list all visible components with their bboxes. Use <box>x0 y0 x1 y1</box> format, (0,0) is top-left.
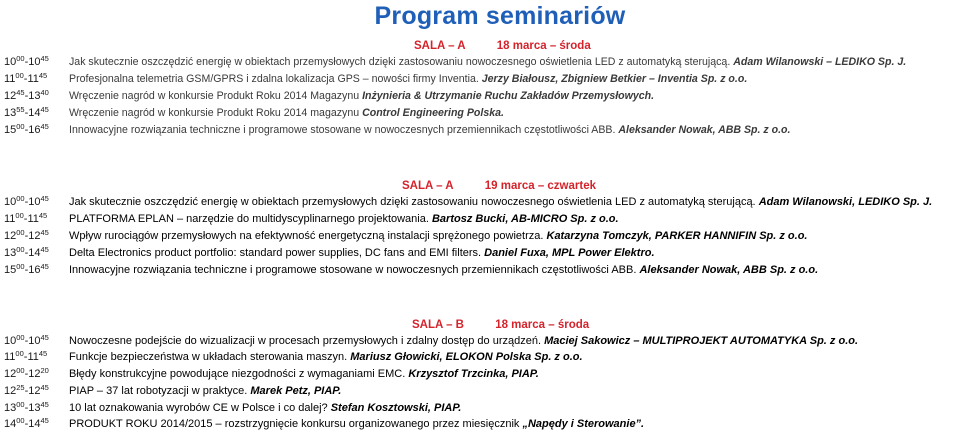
time-range: $10^{00}-10^{45}$ <box>4 194 49 208</box>
section-date: 18 marca – środa <box>496 40 591 52</box>
speaker: Stefan Kosztowski, PIAP. <box>330 402 462 414</box>
time-range: $10^{00}-10^{45}$ <box>4 54 49 68</box>
time-range: $13^{55}-14^{45}$ <box>4 105 49 119</box>
session-title: Wręczenie nagród w konkursie Produkt Roku 2014 Magazynu Inżynieria & Utrzymanie Ruchu Zakładów Przemysłowych. <box>69 90 655 102</box>
speaker: Daniel Fuxa, MPL Power Elektro. <box>484 247 655 259</box>
page-title: Program seminariów <box>374 2 626 30</box>
session-title: Innowacyjne rozwiązania techniczne i programowe stosowane w nowoczesnych przemiennikach częstotliwości ABB. Aleksander Nowak, ABB Sp. z o.o. <box>69 124 791 136</box>
session-title: Funkcje bezpieczeństwa w układach sterowania maszyn. Mariusz Głowicki, ELOKON Polska Sp. z o.o. <box>69 351 583 363</box>
section-room: SALA – B <box>412 319 464 331</box>
session-title: 10 lat oznakowania wyrobów CE w Polsce i co dalej? Stefan Kosztowski, PIAP. <box>69 402 462 414</box>
speaker: Maciej Sakowicz – MULTIPROJEKT AUTOMATYKA Sp. z o.o. <box>544 335 859 347</box>
section-date: 19 marca – czwartek <box>484 180 596 192</box>
speaker: Marek Petz, PIAP. <box>250 385 342 397</box>
time-range: $12^{25}-12^{45}$ <box>4 383 49 397</box>
section-header-sala-a-18 <box>414 40 591 52</box>
speaker: Jerzy Białousz, Zbigniew Betkier – Inventia Sp. z o.o. <box>481 73 748 85</box>
time-range: $15^{00}-16^{45}$ <box>4 262 49 276</box>
speaker: Mariusz Głowicki, ELOKON Polska Sp. z o.o. <box>350 351 583 363</box>
time-range: $11^{00}-11^{45}$ <box>4 349 48 363</box>
session-title: Innowacyjne rozwiązania techniczne i programowe stosowane w nowoczesnych przemiennikach częstotliwości ABB. Aleksander Nowak, ABB Sp. z o.o. <box>69 264 819 276</box>
session-title: Jak skutecznie oszczędzić energię w obiektach przemysłowych dzięki zastosowaniu nowoczesnego oświetlenia LED z automatyką sterującą. Adam Wilanowski – LEDIKO Sp. J. <box>69 56 907 68</box>
session-title: Błędy konstrukcyjne powodujące niezgodności z wymaganiami EMC. Krzysztof Trzcinka, PIAP. <box>69 368 539 380</box>
speaker: Control Engineering Polska. <box>362 107 504 119</box>
speaker: Krzysztof Trzcinka, PIAP. <box>408 368 539 380</box>
speaker: Bartosz Bucki, AB-MICRO Sp. z o.o. <box>431 213 619 225</box>
session-title: Profesjonalna telemetria GSM/GPRS i zdalna lokalizacja GPS – nowości firmy Inventia. Jerzy Białousz, Zbigniew Betkier – Inventia Sp. z o.o. <box>69 73 748 85</box>
section-room: SALA – A <box>414 40 466 52</box>
speaker: Inżynieria & Utrzymanie Ruchu Zakładów Przemysłowych. <box>362 90 655 102</box>
speaker: Adam Wilanowski – LEDIKO Sp. J. <box>733 56 907 68</box>
session-title: PRODUKT ROKU 2014/2015 – rozstrzygnięcie konkursu organizowanego przez miesięcznik „Napędy i Sterowanie”. <box>69 418 645 430</box>
speaker: Aleksander Nowak, ABB Sp. z o.o. <box>639 264 819 276</box>
time-range: $11^{00}-11^{45}$ <box>4 211 48 225</box>
time-range: $14^{00}-14^{45}$ <box>4 416 49 430</box>
time-range: $12^{00}-12^{20}$ <box>4 366 49 380</box>
session-title: Nowoczesne podejście do wizualizacji w procesach przemysłowych i zdalny dostęp do urządzeń. Maciej Sakowicz – MULTIPROJEKT AUTOMATYKA Sp. z o.o. <box>69 335 859 347</box>
time-range: $11^{00}-11^{45}$ <box>4 71 48 85</box>
session-title: Jak skutecznie oszczędzić energię w obiektach przemysłowych dzięki zastosowaniu nowoczesnego oświetlenia LED z automatyką sterującą. Adam Wilanowski, LEDIKO Sp. J. <box>69 196 933 208</box>
speaker: „Napędy i Sterowanie”. <box>522 418 645 430</box>
section-date: 18 marca – środa <box>495 319 590 331</box>
time-range: $12^{45}-13^{40}$ <box>4 88 49 102</box>
time-range: $13^{00}-14^{45}$ <box>4 245 49 259</box>
time-range: $10^{00}-10^{45}$ <box>4 333 49 347</box>
session-title: Delta Electronics product portfolio: standard power supplies, DC fans and EMI filters. Daniel Fuxa, MPL Power Elektro. <box>69 247 655 259</box>
time-range: $13^{00}-13^{45}$ <box>4 400 49 414</box>
speaker: Katarzyna Tomczyk, PARKER HANNIFIN Sp. z o.o. <box>546 230 808 242</box>
session-title: PLATFORMA EPLAN – narzędzie do multidyscyplinarnego projektowania. Bartosz Bucki, AB-MICRO Sp. z o.o. <box>69 213 619 225</box>
session-title: Wpływ rurociągów przemysłowych na efektywność energetyczną instalacji sprężonego powietrza. Katarzyna Tomczyk, PARKER HANNIFIN Sp. z o.o. <box>69 230 808 242</box>
session-title: Wręczenie nagród w konkursie Produkt Roku 2014 magazynu Control Engineering Polska. <box>69 107 504 119</box>
section-header-sala-a-19 <box>402 180 596 192</box>
speaker: Adam Wilanowski, LEDIKO Sp. J. <box>758 196 933 208</box>
section-header-sala-b-18 <box>412 319 589 331</box>
speaker: Aleksander Nowak, ABB Sp. z o.o. <box>618 124 791 136</box>
time-range: $15^{00}-16^{45}$ <box>4 122 49 136</box>
time-range: $12^{00}-12^{45}$ <box>4 228 49 242</box>
section-room: SALA – A <box>402 180 454 192</box>
session-title: PIAP – 37 lat robotyzacji w praktyce. Marek Petz, PIAP. <box>69 385 342 397</box>
